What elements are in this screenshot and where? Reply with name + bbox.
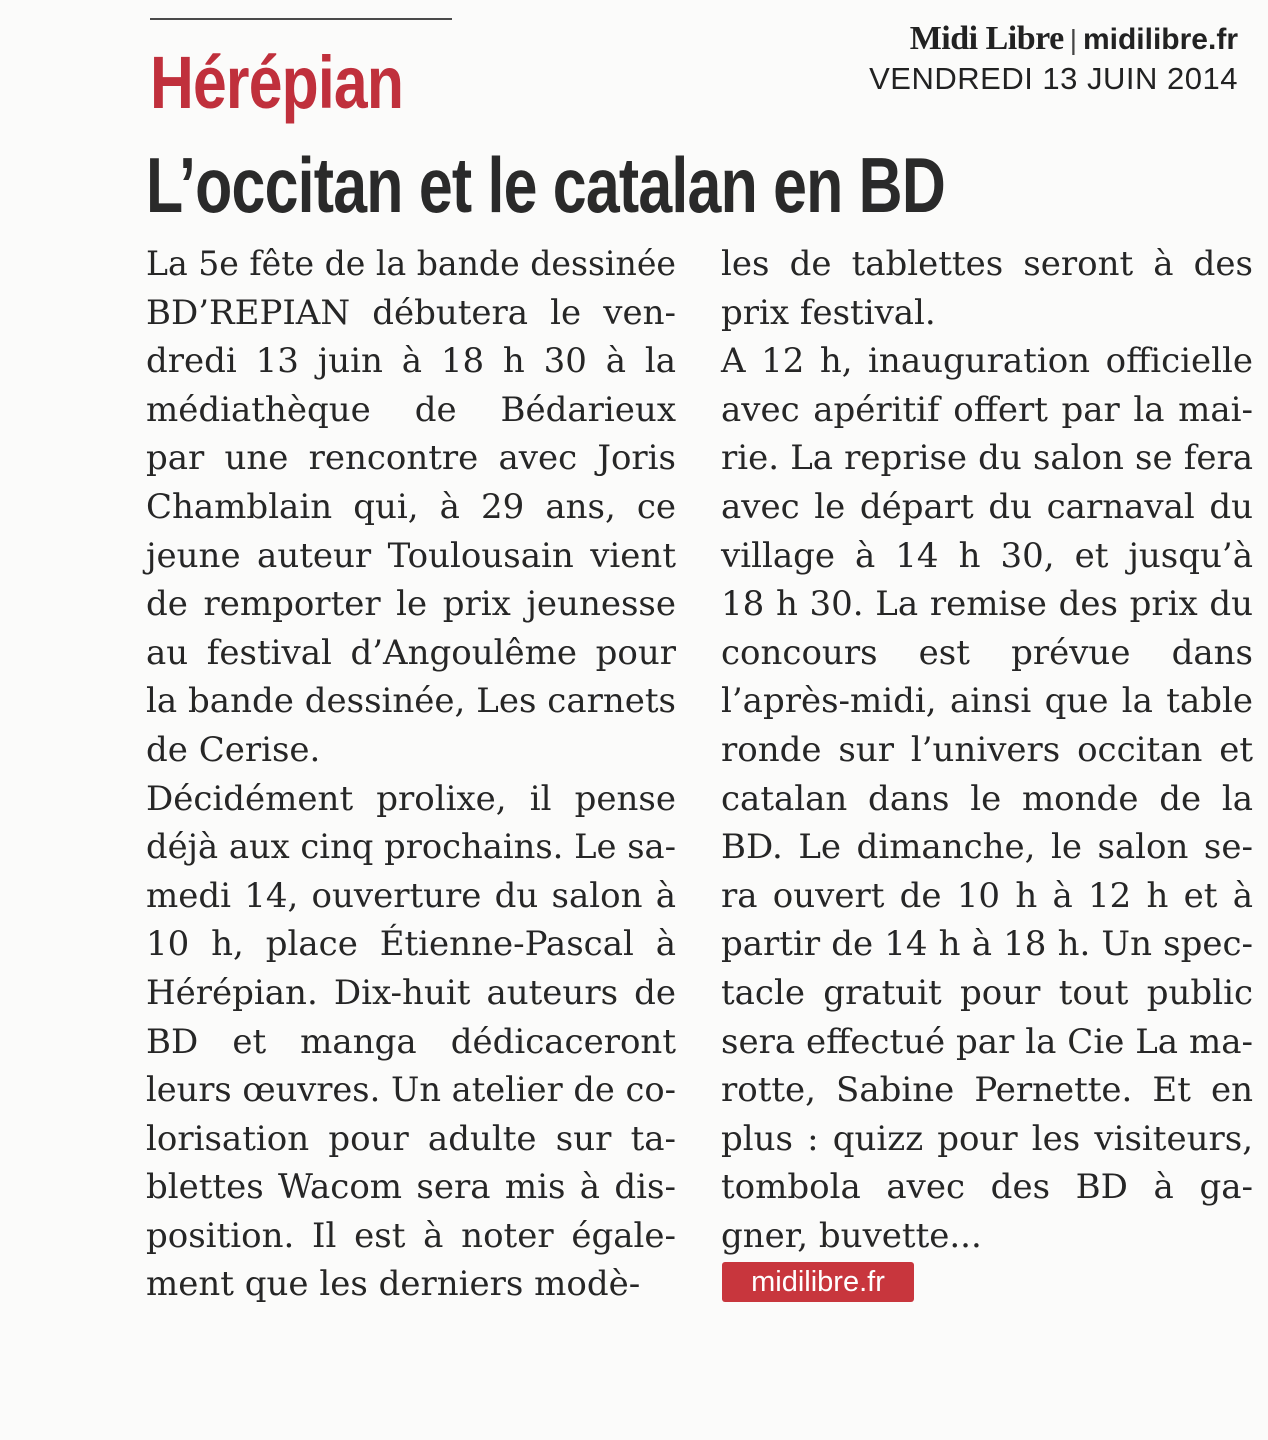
town-heading: Hérépian xyxy=(150,41,404,124)
article-line: La 5e fête de la bande dessinée xyxy=(146,244,676,284)
article-line: 10 h, place Étienne-Pascal à xyxy=(146,924,676,965)
article-line: ment que les derniers modè- xyxy=(146,1264,641,1305)
article-line: BD’REPIAN débutera le ven- xyxy=(146,292,676,333)
article-line: rotte, Sabine Pernette. Et en xyxy=(721,1070,1253,1111)
article-line: sera effectué par la Cie La ma- xyxy=(721,1021,1253,1062)
article-line: A 12 h, inauguration officielle xyxy=(721,341,1253,382)
article-line: village à 14 h 30, et jusqu’à xyxy=(721,535,1253,576)
article-line: ra ouvert de 10 h à 12 h et à xyxy=(721,875,1253,916)
article-line: déjà aux cinq prochains. Le sa- xyxy=(146,827,677,868)
article-line: Hérépian. Dix-huit auteurs de xyxy=(146,972,676,1013)
article-line: BD et manga dédicaceront xyxy=(146,1021,676,1062)
article-line: la bande dessinée, Les carnets xyxy=(146,681,676,722)
article-line: catalan dans le monde de la xyxy=(721,778,1253,819)
article-line: lorisation pour adulte sur ta- xyxy=(146,1118,676,1159)
article-line: tombola avec des BD à ga- xyxy=(721,1167,1253,1208)
article-column-1 xyxy=(146,240,676,1309)
article-line: avec apéritif offert par la mai- xyxy=(721,389,1253,430)
newspaper-name: Midi Libre xyxy=(909,20,1064,57)
article-line: Décidément prolixe, il pense xyxy=(146,778,676,819)
top-rule xyxy=(150,18,452,20)
article-line: BD. Le dimanche, le salon se- xyxy=(721,827,1253,868)
article-line: par une rencontre avec Joris xyxy=(146,438,676,479)
article-line: avec le départ du carnaval du xyxy=(721,486,1253,527)
article-line: de remporter le prix jeunesse xyxy=(146,584,676,625)
article-line: blettes Wacom sera mis à dis- xyxy=(146,1167,676,1208)
article-line: leurs œuvres. Un atelier de co- xyxy=(146,1070,676,1111)
masthead-separator: | xyxy=(1069,24,1077,55)
article-line: de Cerise. xyxy=(146,729,321,770)
article-line: jeune auteur Toulousain vient xyxy=(146,535,676,576)
masthead xyxy=(808,20,1238,99)
article-line: tacle gratuit pour tout public xyxy=(721,972,1253,1013)
article-line: dredi 13 juin à 18 h 30 à la xyxy=(146,341,676,382)
website-name: midilibre.fr xyxy=(1082,23,1238,56)
article-headline: L’occitan et le catalan en BD xyxy=(146,141,945,229)
article-line: médiathèque de Bédarieux xyxy=(146,389,676,430)
masthead-line xyxy=(808,20,1238,59)
article-line: ronde sur l’univers occitan et xyxy=(721,729,1253,770)
source-badge: midilibre.fr xyxy=(722,1262,914,1302)
article-line: les de tablettes seront à des xyxy=(721,244,1253,284)
article-line: position. Il est à noter égale- xyxy=(146,1215,676,1256)
article-line: plus : quizz pour les visiteurs, xyxy=(721,1118,1253,1159)
article-line: l’après-midi, ainsi que la table xyxy=(721,681,1253,722)
publication-date: VENDREDI 13 JUIN 2014 xyxy=(869,61,1238,96)
article-line: au festival d’Angoulême pour xyxy=(146,632,676,673)
article-line: partir de 14 h à 18 h. Un spec- xyxy=(721,924,1253,965)
article-line: gner, buvette... xyxy=(721,1215,982,1256)
article-line: Chamblain qui, à 29 ans, ce xyxy=(146,486,676,527)
article-line: concours est prévue dans xyxy=(721,632,1253,673)
article-line: 18 h 30. La remise des prix du xyxy=(721,584,1253,625)
article-line: rie. La reprise du salon se fera xyxy=(721,438,1253,479)
article-line: prix festival. xyxy=(721,292,936,333)
article-column-2 xyxy=(721,240,1253,1260)
article-line: medi 14, ouverture du salon à xyxy=(146,875,676,916)
